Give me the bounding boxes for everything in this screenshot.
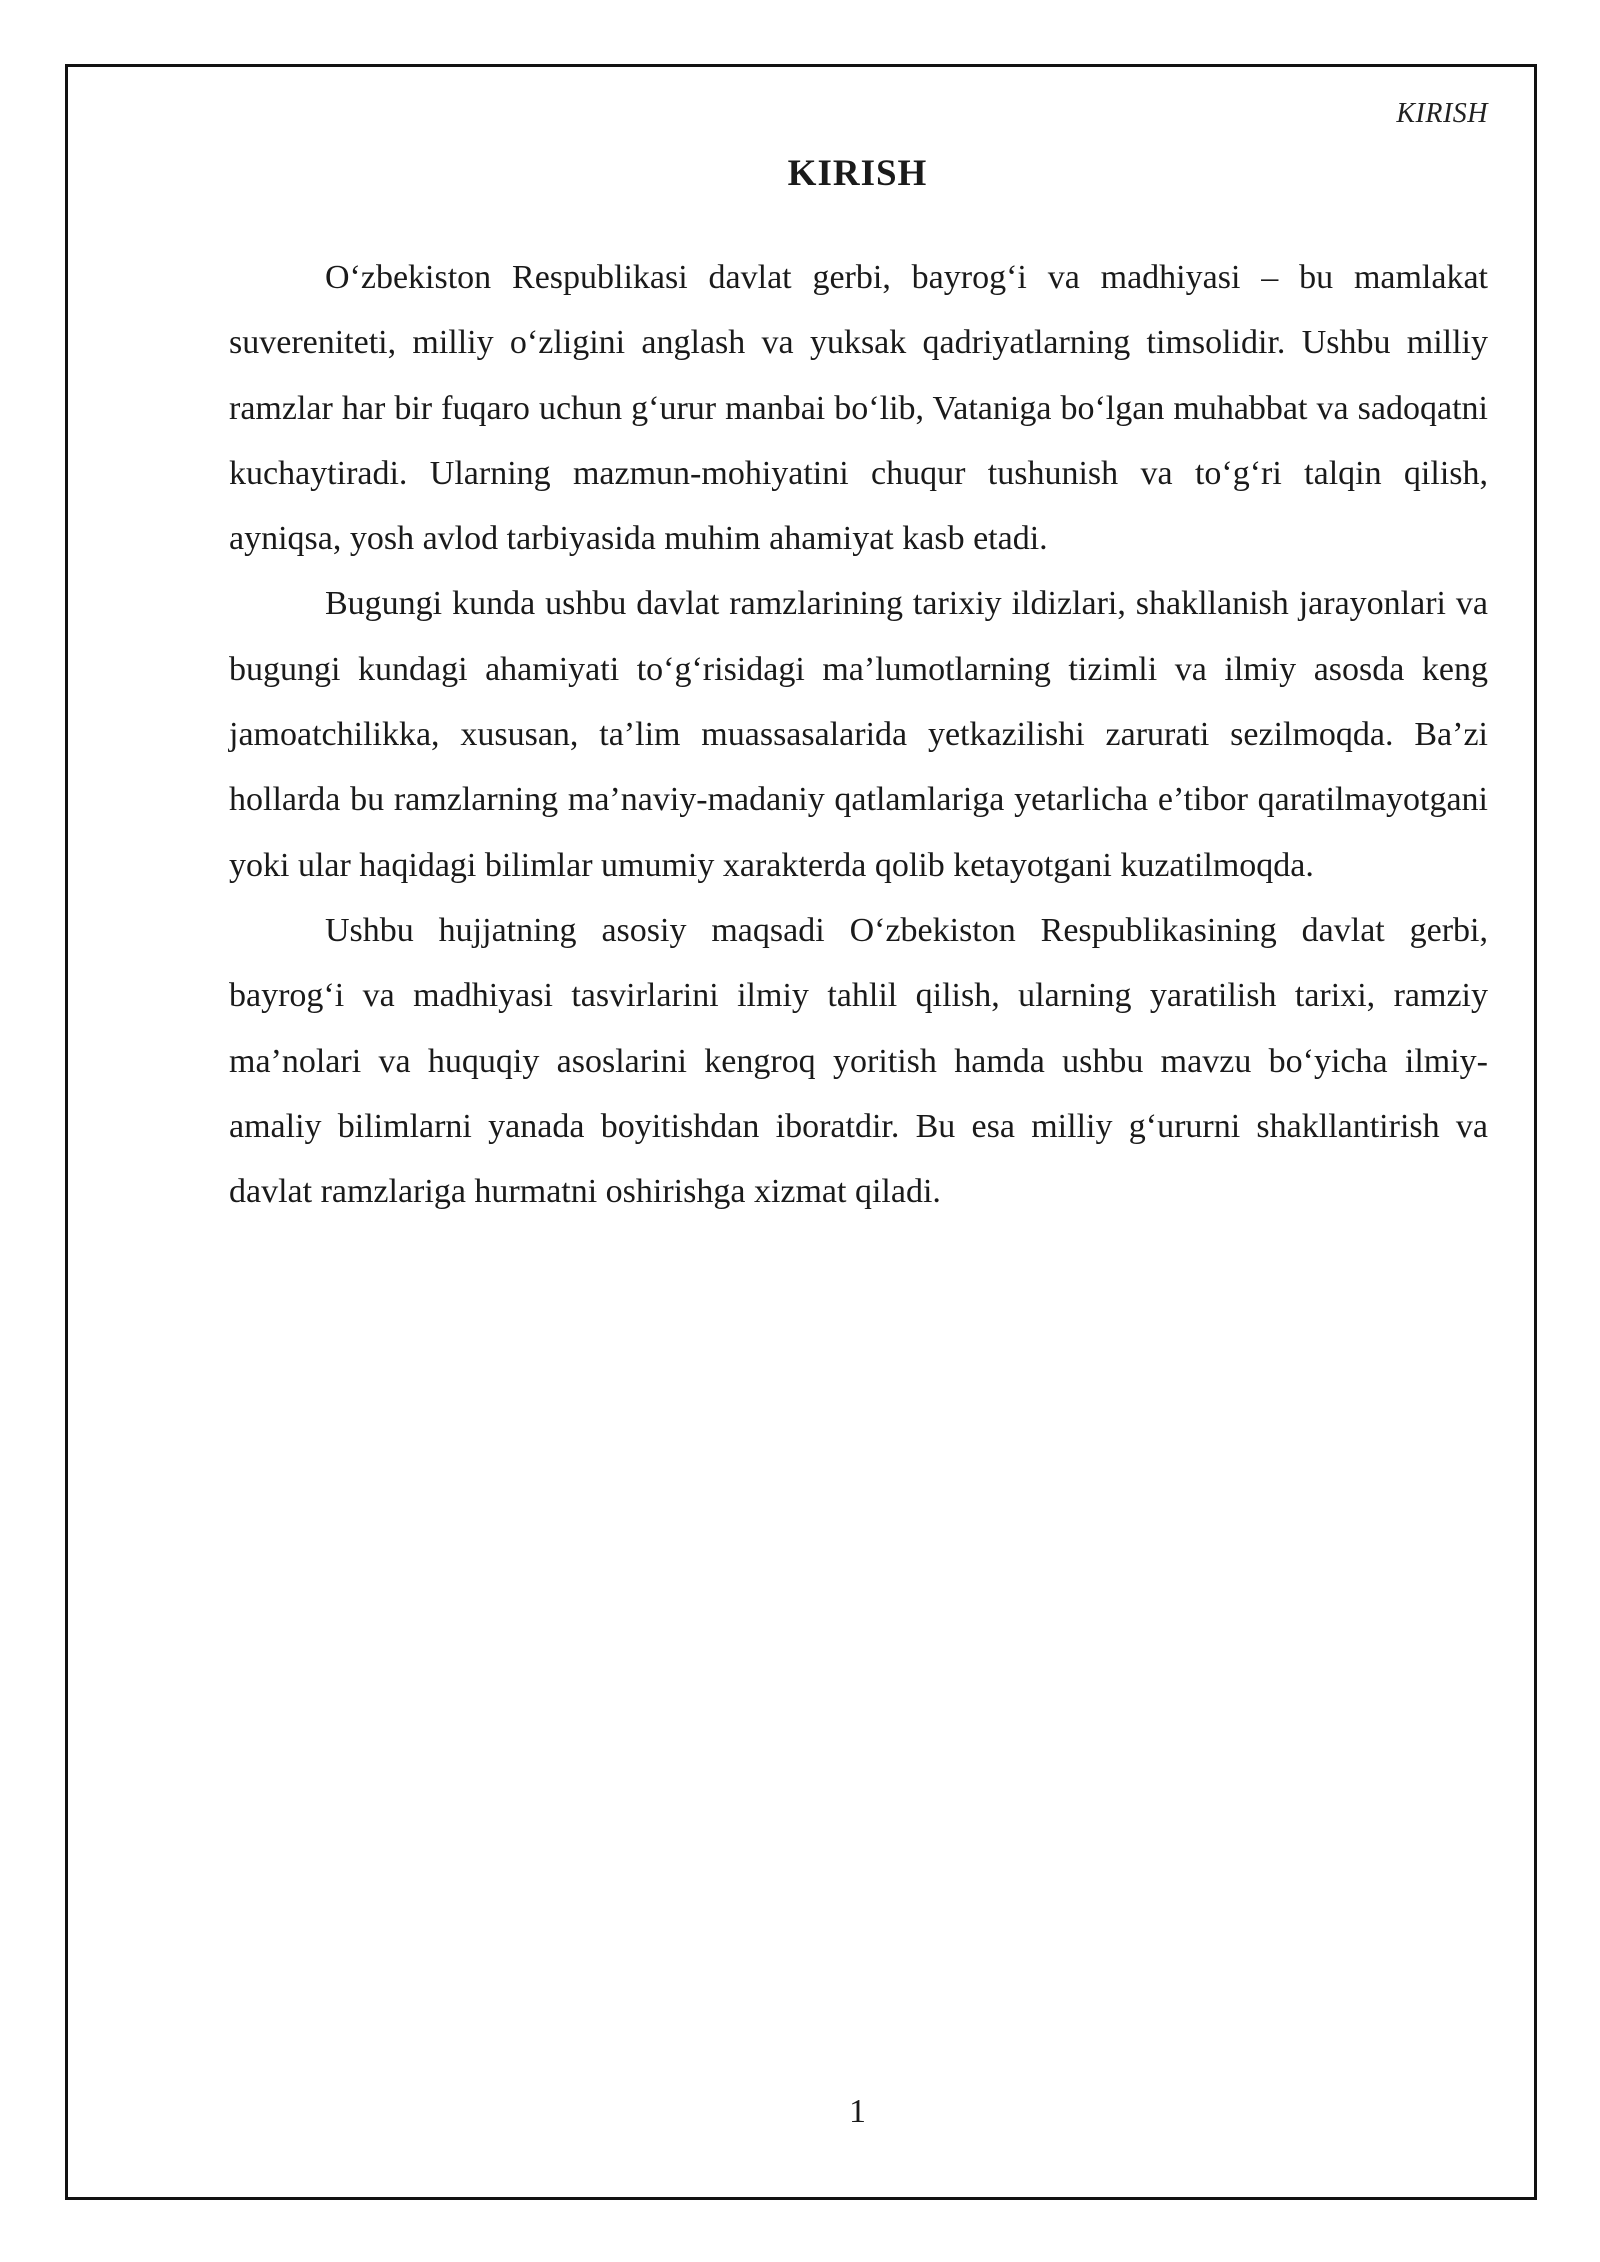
paragraph: Ushbu hujjatning asosiy maqsadi O‘zbekiston Respublikasining davlat gerbi, bayrog‘i va madhiyasi tasvirlarini ilmiy tahlil qilish, ularning yaratilish tarixi, ramziy ma’nolari va huquqiy asoslarini kengroq yoritish hamda ushbu mavzu bo‘yicha ilmiy-amaliy bilimlarni yanada boyitishdan iboratdir. Bu esa milliy g‘ururni shakllantirish va davlat ramzlariga hurmatni oshirishga xizmat qiladi. <box>229 911 1488 1211</box>
page-number: 1 <box>849 2093 866 2130</box>
paragraph: O‘zbekiston Respublikasi davlat gerbi, bayrog‘i va madhiyasi – bu mamlakat suvereniteti, milliy o‘zligini anglash va yuksak qadriyatlarning timsolidir. Ushbu milliy ramzlar har bir fuqaro uchun g‘urur manbai bo‘lib, Vataniga bo‘lgan muhabbat va sadoqatni kuchaytiradi. Ularning mazmun-mohiyatini chuqur tushunish va to‘g‘ri talqin qilish, ayniqsa, yosh avlod tarbiyasida muhim ahamiyat kasb etadi. <box>229 259 1488 558</box>
running-header: KIRISH <box>1396 98 1488 129</box>
body-text <box>229 245 1488 1224</box>
page-title: KIRISH <box>787 153 928 194</box>
paragraph: Bugungi kunda ushbu davlat ramzlarining tarixiy ildizlari, shakllanish jarayonlari va bugungi kundagi ahamiyati to‘g‘risidagi ma’lumotlarning tizimli va ilmiy asosda keng jamoatchilikka, xususan, ta’lim muassasalarida yetkazilishi zarurati sezilmoqda. Ba’zi hollarda bu ramzlarning ma’naviy-madaniy qatlamlariga yetarlicha e’tibor qaratilmayotgani yoki ular haqidagi bilimlar umumiy xarakterda qolib ketayotgani kuzatilmoqda. <box>229 585 1488 884</box>
